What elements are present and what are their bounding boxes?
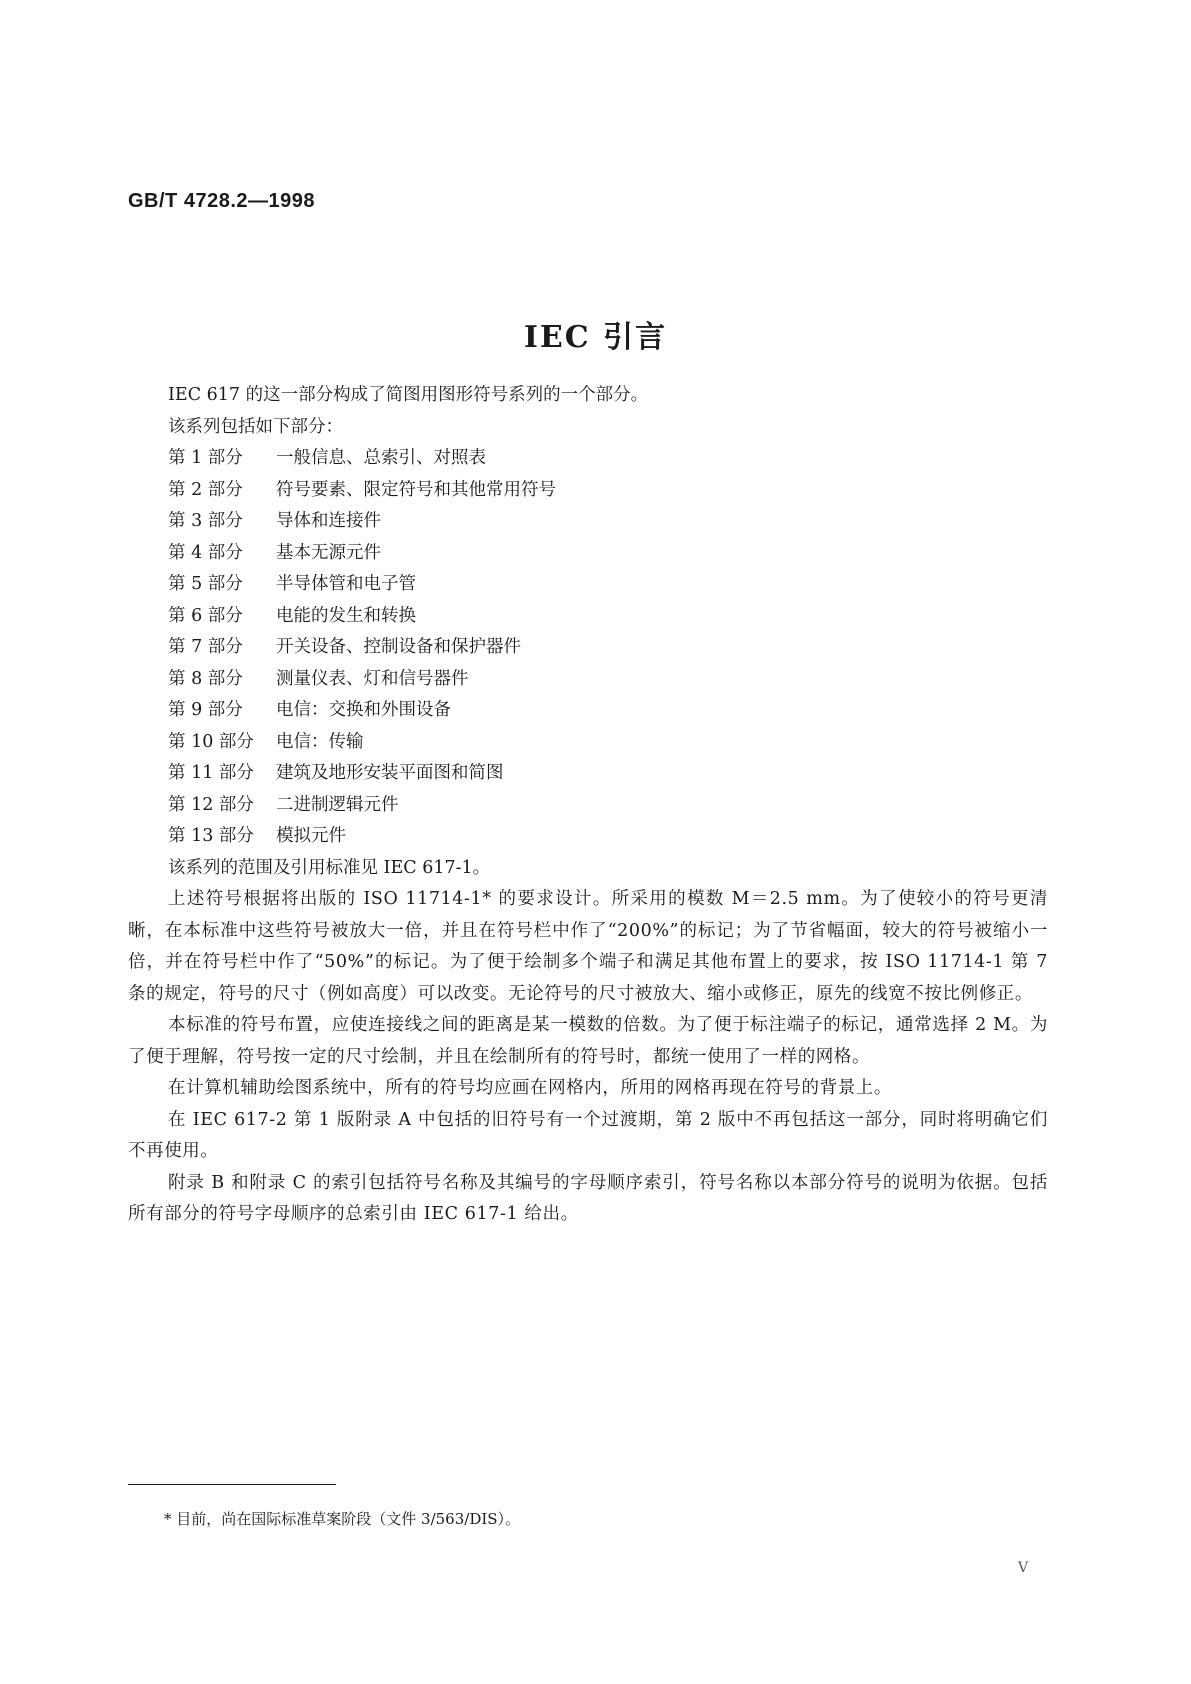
- part-description: 一般信息、总索引、对照表: [276, 448, 486, 468]
- part-list-item: [168, 727, 1048, 759]
- part-description: 测量仪表、灯和信号器件: [276, 668, 469, 689]
- part-list-item: [168, 790, 1048, 822]
- part-list-item: [168, 569, 1048, 601]
- part-description: 电信：传输: [276, 731, 364, 752]
- part-list-item: [168, 632, 1048, 664]
- paragraph: 附录 B 和附录 C 的索引包括符号名称及其编号的字母顺序索引，符号名称以本部分符号的说明为依据。包括所有部分的符号字母顺序的总索引由 IEC 617-1 给出。: [128, 1172, 1048, 1224]
- part-number: 第 9 部分: [168, 700, 243, 720]
- part-number: 第 3 部分: [168, 511, 243, 531]
- part-number: 第 11 部分: [168, 763, 254, 783]
- part-list-item: [168, 443, 1048, 475]
- standard-code: GB/T 4728.2—1998: [128, 190, 315, 212]
- part-number: 第 10 部分: [168, 731, 254, 752]
- footnote-divider: [128, 1484, 336, 1485]
- paragraph: 本标准的符号布置，应使连接线之间的距离是某一模数的倍数。为了便于标注端子的标记，通常选择 2 M。为了便于理解，符号按一定的尺寸绘制，并且在绘制所有的符号时，都统一使用了一样的网格。: [128, 1015, 1048, 1067]
- part-description: 电信：交换和外围设备: [276, 700, 451, 720]
- part-number: 第 7 部分: [168, 637, 243, 657]
- part-description: 开关设备、控制设备和保护器件: [276, 637, 521, 657]
- paragraph: 在计算机辅助绘图系统中，所有的符号均应画在网格内，所用的网格再现在符号的背景上。: [168, 1078, 892, 1098]
- paragraph: 在 IEC 617-2 第 1 版附录 A 中包括的旧符号有一个过渡期，第 2 版中不再包括这一部分，同时将明确它们不再使用。: [128, 1109, 1048, 1161]
- part-number: 第 8 部分: [168, 668, 243, 689]
- intro-line-2: 该系列包括如下部分：: [168, 416, 343, 437]
- part-list-item: [168, 538, 1048, 570]
- part-list-item: [168, 695, 1048, 727]
- part-list-item: [168, 475, 1048, 507]
- paragraph: 上述符号根据将出版的 ISO 11714-1* 的要求设计。所采用的模数 M＝2.5 mm。为了使较小的符号更清晰，在本标准中这些符号被放大一倍，并且在符号栏中作了“200%”的标记；为了节省幅面，较大的符号被缩小一倍，并在符号栏中作了“50%”的标记。为了便于绘制多个端子和满足其他布置上的要求，按 ISO 11714-1 第 7 条的规定，符号的尺寸（例如高度）可以改变。无论符号的尺寸被放大、缩小或修正，原先的线宽不按比例修正。: [128, 889, 1048, 1004]
- body-text: [128, 380, 1048, 1231]
- part-number: 第 6 部分: [168, 605, 243, 626]
- part-description: 电能的发生和转换: [276, 605, 416, 626]
- part-description: 半导体管和电子管: [276, 574, 416, 594]
- scope-line: 该系列的范围及引用标准见 IEC 617-1。: [168, 857, 491, 878]
- page-title: IEC 引言: [523, 320, 668, 355]
- part-description: 符号要素、限定符号和其他常用符号: [276, 479, 556, 500]
- part-list-item: [168, 758, 1048, 790]
- part-list-item: [168, 664, 1048, 696]
- part-number: 第 12 部分: [168, 794, 254, 815]
- part-number: 第 13 部分: [168, 826, 254, 846]
- part-list-item: [168, 821, 1048, 853]
- part-description: 导体和连接件: [276, 511, 381, 531]
- part-list-item: [168, 506, 1048, 538]
- part-description: 建筑及地形安装平面图和简图: [276, 763, 504, 783]
- page-number: V: [1018, 1560, 1029, 1576]
- part-list-item: [168, 601, 1048, 633]
- part-number: 第 1 部分: [168, 448, 243, 468]
- part-number: 第 4 部分: [168, 542, 243, 563]
- part-number: 第 2 部分: [168, 479, 243, 500]
- part-description: 二进制逻辑元件: [276, 794, 399, 815]
- part-description: 模拟元件: [276, 826, 346, 846]
- part-description: 基本无源元件: [276, 542, 381, 563]
- footnote: * 目前，尚在国际标准草案阶段（文件 3/563/DIS）。: [164, 1510, 521, 1528]
- part-number: 第 5 部分: [168, 574, 243, 594]
- intro-line-1: IEC 617 的这一部分构成了简图用图形符号系列的一个部分。: [168, 385, 649, 405]
